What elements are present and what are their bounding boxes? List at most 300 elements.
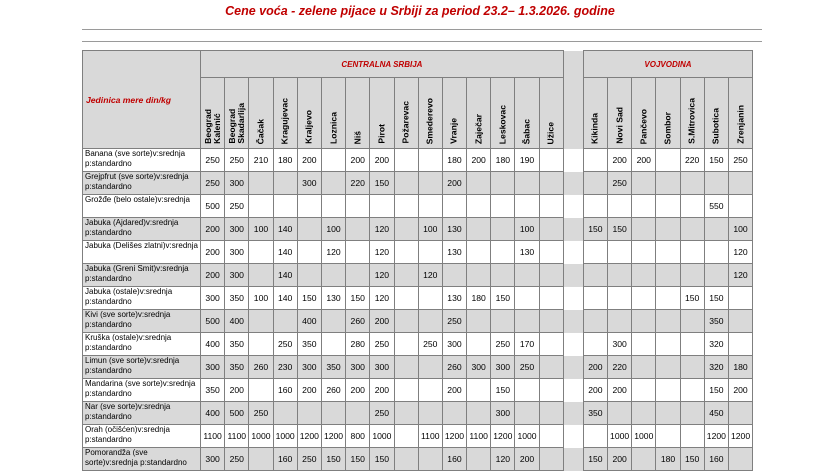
price-cell [249,379,273,402]
price-cell [321,402,345,425]
price-cell [656,149,680,172]
price-cell: 190 [515,149,539,172]
price-cell: 100 [249,218,273,241]
price-cell [418,448,442,471]
price-cell: 200 [297,379,321,402]
price-cell [273,195,297,218]
price-cell: 260 [346,310,370,333]
price-cell [394,402,418,425]
price-cell: 220 [608,356,632,379]
price-cell [656,402,680,425]
price-cell [467,310,491,333]
price-cell [608,402,632,425]
column-header-city [467,78,491,149]
city-name: Kraljevo [303,110,314,144]
price-cell [515,287,539,310]
price-cell [583,333,607,356]
price-cell: 1000 [515,425,539,448]
price-cell: 320 [704,356,728,379]
price-cell: 150 [583,218,607,241]
price-cell [632,264,656,287]
price-cell [418,195,442,218]
price-cell [632,241,656,264]
column-header-city [728,78,752,149]
price-cell: 1200 [321,425,345,448]
price-cell: 150 [680,287,704,310]
price-cell: 200 [297,149,321,172]
price-cell [394,172,418,195]
price-cell [418,241,442,264]
price-cell: 100 [515,218,539,241]
price-cell: 200 [467,149,491,172]
city-name: Novi Sad [614,107,625,144]
price-cell [656,264,680,287]
price-cell [346,218,370,241]
price-cell: 500 [225,402,249,425]
price-cell [491,241,515,264]
price-cell: 120 [491,448,515,471]
price-cell: 180 [728,356,752,379]
divider-top [82,29,762,30]
table-row [83,149,753,172]
column-header-city [201,78,225,149]
price-cell: 800 [346,425,370,448]
price-cell: 300 [297,172,321,195]
price-cell [297,264,321,287]
price-cell [418,172,442,195]
unit-label: Jedinica mere din/kg [83,51,201,149]
price-cell [539,264,563,287]
column-gap [563,264,583,287]
price-cell [467,195,491,218]
price-cell: 120 [418,264,442,287]
price-cell [346,195,370,218]
price-cell: 160 [273,379,297,402]
table-row [83,425,753,448]
price-cell [515,310,539,333]
city-name: Vranje [448,118,459,144]
price-cell [728,195,752,218]
price-cell [394,264,418,287]
price-cell [442,195,466,218]
price-cell: 250 [249,402,273,425]
price-cell: 200 [608,448,632,471]
price-cell: 200 [442,379,466,402]
price-cell [273,402,297,425]
price-cell [418,149,442,172]
price-cell: 150 [346,287,370,310]
price-cell [632,218,656,241]
price-cell [297,241,321,264]
price-cell: 170 [515,333,539,356]
price-cell: 1200 [704,425,728,448]
price-cell: 150 [297,287,321,310]
price-cell: 250 [225,149,249,172]
column-gap [563,356,583,379]
price-cell: 1000 [632,425,656,448]
price-cell: 250 [608,172,632,195]
table-row [83,241,753,264]
price-cell: 300 [225,218,249,241]
price-cell: 260 [249,356,273,379]
price-cell: 250 [201,149,225,172]
column-gap [563,172,583,195]
price-cell [583,425,607,448]
price-cell: 1200 [442,425,466,448]
city-name: Leskovac [497,104,508,144]
price-cell: 140 [273,287,297,310]
row-label: Orah (očišćen)v:srednja p:standardno [83,425,201,448]
row-label: Limun (sve sorte)v:srednja p:standardno [83,356,201,379]
price-cell: 150 [608,218,632,241]
price-cell: 1000 [249,425,273,448]
price-cell [515,264,539,287]
price-cell: 150 [583,448,607,471]
price-cell [321,310,345,333]
column-gap [563,310,583,333]
price-cell [656,241,680,264]
price-cell: 300 [491,402,515,425]
price-cell [539,149,563,172]
price-cell: 200 [201,241,225,264]
price-cell [608,287,632,310]
price-cell: 1100 [225,425,249,448]
column-gap [563,218,583,241]
price-cell [539,379,563,402]
price-cell [656,425,680,448]
price-cell [656,356,680,379]
price-cell [583,287,607,310]
city-name: Loznica [328,112,339,144]
price-cell [539,425,563,448]
price-cell [515,402,539,425]
column-header-city [539,78,563,149]
price-cell [249,448,273,471]
price-cell: 130 [442,241,466,264]
price-cell: 300 [346,356,370,379]
price-cell [249,241,273,264]
price-cell: 300 [201,448,225,471]
price-cell: 280 [346,333,370,356]
price-cell [656,287,680,310]
price-cell: 250 [728,149,752,172]
price-cell [608,264,632,287]
price-cell: 250 [370,333,394,356]
price-cell [394,287,418,310]
city-name: Požarevac [400,101,411,144]
price-cell [467,333,491,356]
price-cell: 140 [273,264,297,287]
column-header-city [346,78,370,149]
column-gap [563,287,583,310]
column-gap [563,195,583,218]
column-header-city [225,78,249,149]
city-name: Zrenjanin [735,105,746,144]
price-cell: 200 [608,379,632,402]
price-cell [680,379,704,402]
price-cell: 300 [370,356,394,379]
price-cell: 350 [201,379,225,402]
price-cell [728,310,752,333]
price-cell: 160 [442,448,466,471]
price-cell [539,241,563,264]
price-cell [346,264,370,287]
price-cell [249,310,273,333]
price-cell [491,172,515,195]
price-cell [467,379,491,402]
price-cell [442,402,466,425]
price-cell: 150 [704,287,728,310]
price-cell: 300 [225,264,249,287]
price-cell: 120 [728,264,752,287]
table-row [83,218,753,241]
price-cell: 150 [680,448,704,471]
price-cell [467,218,491,241]
price-cell [394,333,418,356]
price-cell [539,333,563,356]
price-cell: 300 [467,356,491,379]
column-gap [563,448,583,471]
price-cell [728,172,752,195]
price-cell [704,241,728,264]
row-label: Nar (sve sorte)v:srednja p:standardno [83,402,201,425]
price-cell [656,172,680,195]
price-cell [704,264,728,287]
price-cell: 320 [704,333,728,356]
price-cell [491,195,515,218]
table-row [83,310,753,333]
price-cell [656,310,680,333]
table-row [83,287,753,310]
price-cell [539,195,563,218]
price-cell [321,264,345,287]
price-cell: 180 [491,149,515,172]
price-cell [632,195,656,218]
price-cell [418,379,442,402]
price-cell [467,402,491,425]
price-cell: 160 [273,448,297,471]
price-cell [539,287,563,310]
price-cell: 140 [273,218,297,241]
table-row [83,356,753,379]
price-cell: 180 [467,287,491,310]
price-cell [583,264,607,287]
price-cell [418,310,442,333]
price-cell: 200 [515,448,539,471]
price-cell [273,310,297,333]
price-cell: 1100 [418,425,442,448]
price-cell [297,195,321,218]
price-cell [467,448,491,471]
price-cell [418,402,442,425]
price-cell [656,333,680,356]
price-cell: 130 [442,218,466,241]
price-cell [249,333,273,356]
price-cell [704,218,728,241]
price-cell [680,264,704,287]
price-cell: 1200 [297,425,321,448]
price-cell [632,448,656,471]
price-cell [442,264,466,287]
price-cell [680,333,704,356]
city-name: Niš [352,130,363,144]
price-cell: 250 [201,172,225,195]
column-header-city [632,78,656,149]
table-row [83,172,753,195]
price-cell [539,402,563,425]
price-cell [704,172,728,195]
price-cell: 150 [491,287,515,310]
price-cell: 400 [297,310,321,333]
price-cell: 500 [201,310,225,333]
price-cell: 150 [370,172,394,195]
price-cell [467,264,491,287]
price-cell [370,195,394,218]
column-gap [563,149,583,172]
column-header-city [249,78,273,149]
price-cell [346,241,370,264]
table-row [83,379,753,402]
price-cell: 100 [728,218,752,241]
price-cell: 300 [201,287,225,310]
price-cell [680,172,704,195]
table-row [83,448,753,471]
city-name: Sombor [662,111,673,144]
price-cell: 200 [225,379,249,402]
price-cell: 350 [225,356,249,379]
divider-bottom [82,41,762,42]
column-header-city [418,78,442,149]
price-cell [394,448,418,471]
price-cell [418,287,442,310]
column-header-city [515,78,539,149]
price-cell [539,356,563,379]
price-cell: 150 [704,149,728,172]
price-table [82,50,753,471]
row-label: Kivi (sve sorte)v:srednja p:standardno [83,310,201,333]
price-cell [728,287,752,310]
price-cell: 120 [370,218,394,241]
column-gap [563,425,583,448]
price-cell: 250 [491,333,515,356]
table-row [83,333,753,356]
price-cell [728,333,752,356]
price-cell: 200 [370,379,394,402]
column-header-city [583,78,607,149]
price-cell: 230 [273,356,297,379]
column-gap [563,402,583,425]
price-cell: 300 [608,333,632,356]
price-cell: 350 [583,402,607,425]
price-cell: 200 [728,379,752,402]
price-cell: 250 [225,195,249,218]
price-cell: 150 [346,448,370,471]
price-cell: 200 [201,264,225,287]
price-cell: 200 [583,356,607,379]
price-cell [394,218,418,241]
price-cell: 300 [201,356,225,379]
price-cell [656,195,680,218]
price-cell [394,310,418,333]
price-cell [297,402,321,425]
column-gap [563,78,583,149]
price-cell [321,333,345,356]
price-cell [418,356,442,379]
row-label: Kruška (ostale)v:srednja p:standardno [83,333,201,356]
price-cell: 350 [225,287,249,310]
price-cell [680,402,704,425]
price-cell: 250 [273,333,297,356]
price-cell [346,402,370,425]
price-cell [728,402,752,425]
price-cell: 300 [442,333,466,356]
price-cell: 1000 [370,425,394,448]
price-cell: 200 [346,379,370,402]
price-cell: 180 [442,149,466,172]
price-cell [632,172,656,195]
price-cell [394,356,418,379]
city-name: Čačak [255,118,266,144]
group-gap [563,51,583,78]
price-cell [680,310,704,333]
price-cell [539,310,563,333]
price-cell [467,241,491,264]
price-cell [321,149,345,172]
price-cell [608,241,632,264]
price-cell: 350 [297,333,321,356]
price-cell: 120 [728,241,752,264]
price-cell: 130 [321,287,345,310]
price-cell: 150 [704,379,728,402]
city-name: Šabac [521,118,532,144]
price-cell: 200 [370,149,394,172]
price-cell [583,172,607,195]
column-gap [563,333,583,356]
price-cell: 180 [273,149,297,172]
price-cell: 130 [515,241,539,264]
price-cell: 250 [418,333,442,356]
price-cell: 350 [704,310,728,333]
price-cell: 200 [346,149,370,172]
price-cell: 220 [346,172,370,195]
city-name: Smederevo [424,97,435,144]
price-cell [656,379,680,402]
city-name: Zaječar [473,113,484,144]
price-cell [608,310,632,333]
price-cell: 1100 [201,425,225,448]
price-cell: 300 [225,241,249,264]
price-cell: 250 [442,310,466,333]
price-cell [539,218,563,241]
price-cell: 200 [201,218,225,241]
price-cell [680,356,704,379]
price-cell: 220 [680,149,704,172]
column-header-city [442,78,466,149]
price-cell: 120 [370,287,394,310]
row-label: Pomorandža (sve sorte)v:srednja p:standardno [83,448,201,471]
column-header-city [608,78,632,149]
price-cell: 300 [225,172,249,195]
column-header-city [680,78,704,149]
price-cell [583,241,607,264]
price-cell: 160 [704,448,728,471]
price-cell: 260 [321,379,345,402]
city-name: S.Mitrovica [686,98,697,144]
city-name: Užice [545,121,556,144]
row-label: Jabuka (Ajdared)v:srednja p:standardno [83,218,201,241]
column-header-city [297,78,321,149]
city-name: Kragujevac [279,97,290,144]
